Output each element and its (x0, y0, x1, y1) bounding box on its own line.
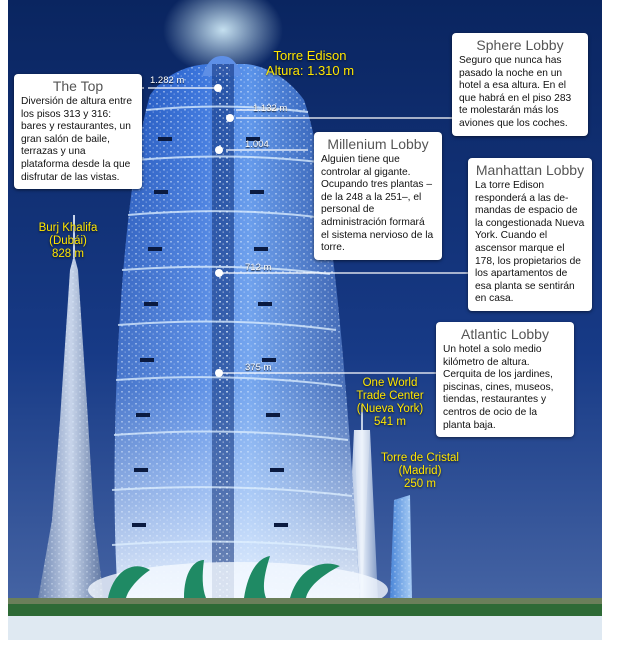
manhattan-lobby-box (468, 158, 592, 311)
burj-city: (Dubái) (49, 235, 87, 247)
marker-label-375: 375 m (245, 362, 272, 373)
sphere-lobby-box (452, 33, 588, 136)
millenium-lobby-title: Millenium Lobby (327, 136, 429, 152)
ground-trees (8, 604, 602, 616)
marker-label-712: 712 m (245, 262, 272, 273)
sphere-lobby-title: Sphere Lobby (476, 37, 564, 53)
burj-khalifa-label (18, 222, 118, 261)
millenium-lobby-text: Alguien tiene que controlar al gigante. Ocupando tres plantas –de la 248 a la 251–, el personal de administración formará el sistema nervioso de la torre. (321, 154, 434, 254)
owtc-height: 541 m (374, 416, 406, 428)
sphere-lobby-text: Seguro que nunca has pasado la noche en un hotel a esa altura. En el que habrá en el piso 283 te molestarán más los aviones que los coches. (459, 55, 572, 129)
atlantic-lobby-text: Un hotel a solo medio kilómetro de altura. Cerquita de los jardines, piscinas, cines, museos, tiendas, restaurantes y centros de ocio de la planta baja. (443, 344, 554, 431)
marker-label-1004: 1.004 (245, 139, 269, 150)
waterfront (8, 616, 602, 640)
marker-dot-375 (215, 369, 223, 377)
tower-height: Altura: 1.310 m (265, 63, 355, 78)
the-top-text: Diversión de altura entre los pisos 313 y 316: bares y restaurantes, un gran salón de baile, terrazas y una plataforma desde la que disfrutar de las vistas. (21, 96, 132, 183)
manhattan-lobby-text: La torre Edison responderá a las de-mandas de espacio de la congestionada Nueva York. Cuando el ascensor marque el 178, los propietarios de los apartamentos de esa planta se sentirán en casa. (475, 180, 585, 305)
millenium-lobby-box (314, 132, 442, 260)
atlantic-lobby-title: Atlantic Lobby (461, 326, 549, 342)
marker-dot-1004 (215, 146, 223, 154)
atlantic-lobby-box (436, 322, 574, 437)
burj-height: 828 m (52, 248, 84, 260)
cristal-city: (Madrid) (398, 465, 442, 477)
owtc-name-1: One World (362, 377, 418, 389)
cristal-height: 250 m (404, 478, 436, 490)
manhattan-lobby-title: Manhattan Lobby (475, 162, 585, 178)
the-top-title: The Top (52, 78, 104, 94)
cristal-name: Torre de Cristal (381, 452, 459, 464)
marker-dot-1282 (214, 84, 222, 92)
tower-title-label (250, 48, 370, 78)
torre-de-cristal-label (372, 452, 468, 491)
owtc-city: (Nueva York) (356, 403, 424, 415)
illustration-scene (8, 0, 602, 640)
tower-name: Torre Edison (273, 48, 347, 63)
owtc-label (348, 377, 432, 429)
marker-label-1132: 1.132 m (253, 103, 288, 114)
marker-label-1282: 1.282 m (150, 75, 185, 86)
the-top-box (14, 74, 142, 189)
marker-dot-1132 (226, 114, 234, 122)
owtc-name-2: Trade Center (356, 390, 424, 402)
burj-name: Burj Khalifa (38, 222, 98, 234)
marker-dot-712 (215, 269, 223, 277)
